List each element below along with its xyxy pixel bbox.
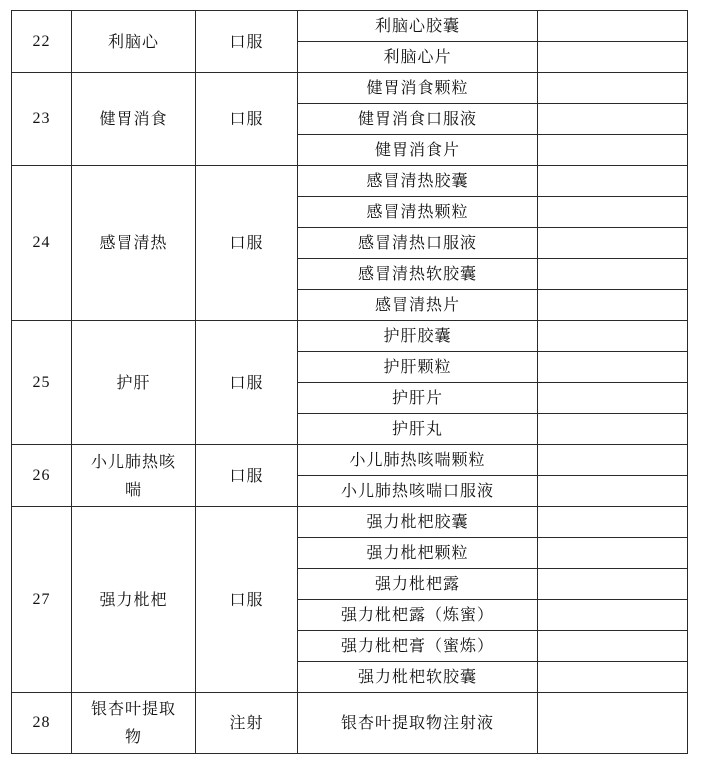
table-row <box>12 321 688 352</box>
route: 口服 <box>196 507 298 693</box>
route: 口服 <box>196 321 298 445</box>
drug-group-name: 强力枇杷 <box>72 507 196 693</box>
product-name: 强力枇杷颗粒 <box>298 538 538 569</box>
blank-cell <box>538 662 688 693</box>
blank-cell <box>538 538 688 569</box>
product-name: 强力枇杷软胶囊 <box>298 662 538 693</box>
route: 口服 <box>196 11 298 73</box>
blank-cell <box>538 104 688 135</box>
row-number: 24 <box>12 166 72 321</box>
product-name: 感冒清热口服液 <box>298 228 538 259</box>
product-name: 感冒清热软胶囊 <box>298 259 538 290</box>
row-number: 22 <box>12 11 72 73</box>
blank-cell <box>538 73 688 104</box>
product-name: 护肝胶囊 <box>298 321 538 352</box>
table-row <box>12 166 688 197</box>
product-name: 感冒清热胶囊 <box>298 166 538 197</box>
product-name: 强力枇杷露（炼蜜） <box>298 600 538 631</box>
blank-cell <box>538 352 688 383</box>
route: 口服 <box>196 166 298 321</box>
drug-group-name: 护肝 <box>72 321 196 445</box>
row-number: 25 <box>12 321 72 445</box>
blank-cell <box>538 693 688 754</box>
blank-cell <box>538 259 688 290</box>
blank-cell <box>538 228 688 259</box>
table-row <box>12 693 688 754</box>
product-name: 强力枇杷露 <box>298 569 538 600</box>
drug-group-name: 健胃消食 <box>72 73 196 166</box>
blank-cell <box>538 321 688 352</box>
product-name: 感冒清热片 <box>298 290 538 321</box>
product-name: 利脑心胶囊 <box>298 11 538 42</box>
blank-cell <box>538 42 688 73</box>
blank-cell <box>538 197 688 228</box>
drug-group-name: 小儿肺热咳喘 <box>72 445 196 507</box>
blank-cell <box>538 383 688 414</box>
product-name: 健胃消食口服液 <box>298 104 538 135</box>
blank-cell <box>538 631 688 662</box>
blank-cell <box>538 166 688 197</box>
blank-cell <box>538 290 688 321</box>
product-name: 护肝丸 <box>298 414 538 445</box>
product-name: 小儿肺热咳喘口服液 <box>298 476 538 507</box>
product-name: 强力枇杷膏（蜜炼） <box>298 631 538 662</box>
row-number: 27 <box>12 507 72 693</box>
blank-cell <box>538 445 688 476</box>
table-row <box>12 11 688 42</box>
table-row <box>12 507 688 538</box>
row-number: 28 <box>12 693 72 754</box>
blank-cell <box>538 135 688 166</box>
table-row <box>12 445 688 476</box>
drug-group-name: 利脑心 <box>72 11 196 73</box>
blank-cell <box>538 569 688 600</box>
blank-cell <box>538 507 688 538</box>
drug-group-name: 感冒清热 <box>72 166 196 321</box>
table-row <box>12 73 688 104</box>
product-name: 感冒清热颗粒 <box>298 197 538 228</box>
product-name: 健胃消食颗粒 <box>298 73 538 104</box>
blank-cell <box>538 414 688 445</box>
drug-table <box>11 10 688 754</box>
route: 口服 <box>196 73 298 166</box>
blank-cell <box>538 600 688 631</box>
route: 口服 <box>196 445 298 507</box>
row-number: 26 <box>12 445 72 507</box>
product-name: 护肝颗粒 <box>298 352 538 383</box>
product-name: 护肝片 <box>298 383 538 414</box>
blank-cell <box>538 11 688 42</box>
product-name: 强力枇杷胶囊 <box>298 507 538 538</box>
blank-cell <box>538 476 688 507</box>
drug-group-name: 银杏叶提取物 <box>72 693 196 754</box>
product-name: 健胃消食片 <box>298 135 538 166</box>
product-name: 银杏叶提取物注射液 <box>298 693 538 754</box>
product-name: 小儿肺热咳喘颗粒 <box>298 445 538 476</box>
row-number: 23 <box>12 73 72 166</box>
route: 注射 <box>196 693 298 754</box>
product-name: 利脑心片 <box>298 42 538 73</box>
